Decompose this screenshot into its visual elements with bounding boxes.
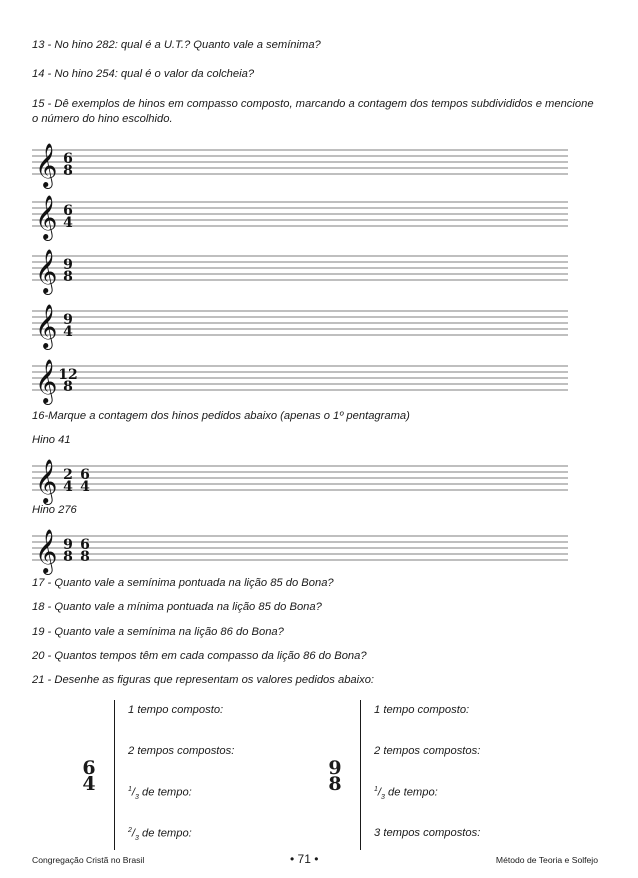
left-row-2: 2 tempos compostos: bbox=[128, 745, 235, 757]
time-signature-top: 6 bbox=[80, 537, 90, 553]
question-13: 13 - No hino 282: qual é a U.T.? Quanto vale a semínima? bbox=[32, 39, 321, 51]
left-row-4: $^2/_3$ de tempo: bbox=[128, 827, 192, 842]
time-signature-bottom: 4 bbox=[63, 215, 73, 231]
treble-clef-icon: 𝄞 bbox=[35, 195, 58, 239]
footer-left: Congregação Cristã no Brasil bbox=[32, 855, 145, 865]
question-16: 16-Marque a contagem dos hinos pedidos abaixo (apenas o 1º pentagrama) bbox=[32, 410, 410, 422]
time-signature-top: 6 bbox=[63, 203, 73, 219]
treble-clef-icon: 𝄞 bbox=[35, 529, 58, 573]
treble-clef-icon: 𝄞 bbox=[35, 249, 58, 293]
left-row-3: $^1/_3$ de tempo: bbox=[128, 786, 192, 801]
time-signature-bottom: 8 bbox=[63, 549, 73, 565]
right-row-4: 3 tempos compostos: bbox=[374, 827, 481, 839]
question-19: 19 - Quanto vale a semínima na lição 86 do Bona? bbox=[32, 626, 284, 638]
staff-4[interactable] bbox=[32, 303, 568, 348]
time-signature-bottom: 8 bbox=[63, 163, 73, 179]
question-15-line-2: o número do hino escolhido. bbox=[32, 113, 173, 125]
treble-clef-icon: 𝄞 bbox=[35, 143, 58, 187]
question-17: 17 - Quanto vale a semínima pontuada na lição 85 do Bona? bbox=[32, 577, 334, 589]
time-signature-bottom: 4 bbox=[63, 324, 73, 340]
time-signature-top: 6 bbox=[80, 467, 90, 483]
left-time-signature: 6 4 bbox=[82, 757, 96, 795]
time-signature-top: 9 bbox=[63, 312, 73, 328]
time-signature-top: 12 bbox=[58, 367, 78, 383]
right-divider bbox=[360, 700, 361, 850]
treble-clef-icon: 𝄞 bbox=[35, 459, 58, 503]
time-signature-bottom: 4 bbox=[63, 479, 73, 495]
hino-41-staff[interactable] bbox=[32, 458, 568, 503]
hino-41-label: Hino 41 bbox=[32, 434, 71, 446]
time-signature-bottom: 4 bbox=[80, 479, 90, 495]
time-signature-bottom: 8 bbox=[63, 379, 73, 395]
time-signature-top: 6 bbox=[63, 151, 73, 167]
question-18: 18 - Quanto vale a mínima pontuada na lição 85 do Bona? bbox=[32, 601, 322, 613]
staff-2[interactable] bbox=[32, 194, 568, 239]
right-row-2: 2 tempos compostos: bbox=[374, 745, 481, 757]
right-row-1: 1 tempo composto: bbox=[374, 704, 470, 716]
treble-clef-icon: 𝄞 bbox=[35, 304, 58, 348]
page-number: • 71 • bbox=[290, 852, 319, 866]
question-15-line-1: 15 - Dê exemplos de hinos em compasso composto, marcando a contagem dos tempos subdivididos e mencione bbox=[32, 98, 594, 110]
right-row-3: $^1/_3$ de tempo: bbox=[374, 786, 438, 801]
question-20: 20 - Quantos tempos têm em cada compasso da lição 86 do Bona? bbox=[32, 650, 367, 662]
time-signature-top: 2 bbox=[63, 467, 73, 483]
left-divider bbox=[114, 700, 115, 850]
treble-clef-icon: 𝄞 bbox=[35, 359, 58, 403]
left-row-1: 1 tempo composto: bbox=[128, 704, 224, 716]
question-21: 21 - Desenhe as figuras que representam os valores pedidos abaixo: bbox=[32, 674, 375, 686]
time-signature-top: 9 bbox=[63, 537, 73, 553]
right-time-signature: 9 8 bbox=[328, 757, 342, 795]
time-signature-bottom: 8 bbox=[80, 549, 90, 565]
hino-276-staff[interactable] bbox=[32, 528, 568, 573]
time-signature-top: 9 bbox=[63, 257, 73, 273]
footer-right: Método de Teoria e Solfejo bbox=[495, 855, 598, 865]
figures-table bbox=[0, 700, 638, 850]
time-signature-bottom: 8 bbox=[63, 269, 73, 285]
question-14: 14 - No hino 254: qual é o valor da colcheia? bbox=[32, 68, 255, 80]
staff-3[interactable] bbox=[32, 248, 568, 293]
hino-276-label: Hino 276 bbox=[32, 504, 77, 516]
staff-5[interactable] bbox=[32, 358, 568, 403]
staff-1[interactable] bbox=[32, 142, 568, 187]
